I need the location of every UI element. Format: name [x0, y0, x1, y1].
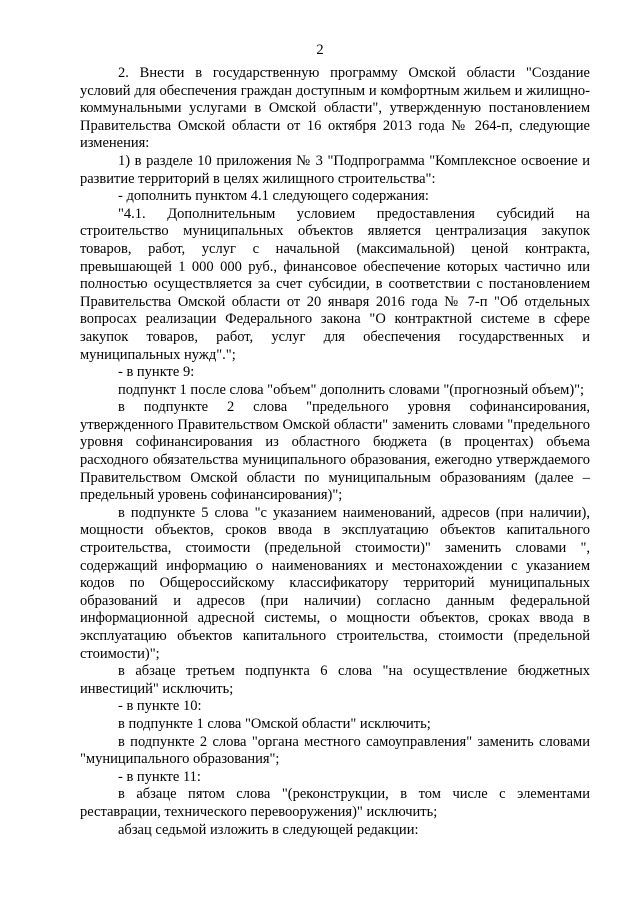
paragraph-in-item-10: - в пункте 10: [118, 698, 202, 715]
paragraph-item-10-subitem-2: в подпункте 2 слова "органа местного самоуправления" заменить словами "муниципального образования"; [80, 733, 590, 768]
paragraph-subitem-5: в подпункте 5 слова "с указанием наименований, адресов (при наличии), мощности объектов, сроков ввода в эксплуатацию объектов капитального строительства, стоимости (предельной стоимости)" заменить словами ", содержащий информацию о наименованиях и местонахождении с указанием кодов по Общероссийскому классификатору территорий муниципальных образований и адресов (при наличии) согласно данным федеральной информационной адресной системы, о мощности объектов, сроках ввода в эксплуатацию объектов капитального строительства, стоимости (предельной стоимости)"; [80, 504, 590, 662]
paragraph-item-10-subitem-1: в подпункте 1 слова "Омской области" исключить; [118, 715, 431, 732]
page-number: 2 [316, 42, 324, 58]
paragraph-section-10: 1) в разделе 10 приложения № 3 "Подпрограмма "Комплексное освоение и развитие территорий в целях жилищного строительства": [80, 152, 590, 187]
paragraph-subitem-1: подпункт 1 после слова "объем" дополнить словами "(прогнозный объем)"; [118, 381, 585, 398]
paragraph-add-item-4-1: - дополнить пунктом 4.1 следующего содержания: [118, 188, 429, 205]
paragraph-item-11-seventh-paragraph: абзац седьмой изложить в следующей редакции: [118, 821, 419, 838]
paragraph-item-4-1-text: "4.1. Дополнительным условием предоставления субсидий на строительство муниципальных объектов является централизация закупок товаров, работ, услуг с начальной (максимальной) ценой контракта, превышающей 1 000 000 руб., финансовое обеспечение которых частично или полностью осуществляется за счет субсидии, в соответствии с постановлением Правительства Омской области от 20 января 2016 года № 7-п "Об отдельных вопросах реализации Федерального закона "О контрактной системе в сфере закупок товаров, работ, услуг для обеспечения государственных и муниципальных нужд"."; [80, 205, 590, 363]
paragraph-subitem-2: в подпункте 2 слова "предельного уровня софинансирования, утвержденного Правительством Омской области" заменить словами "предельного уровня софинансирования из областного бюджета (в процентах) объема расходного обязательства муниципального образования, ежегодно утверждаемого Правительством Омской области по муниципальным образованиям (далее – предельный уровень софинансирования)"; [80, 399, 590, 504]
paragraph-amend-program: 2. Внести в государственную программу Омской области "Создание условий для обеспечения граждан доступным и комфортным жильем и жилищно-коммунальными услугами в Омской области", утвержденную постановлением Правительства Омской области от 16 октября 2013 года № 264-п, следующие изменения: [80, 65, 590, 152]
paragraph-in-item-9: - в пункте 9: [118, 364, 195, 381]
document-body [80, 65, 590, 839]
paragraph-item-11-fifth-paragraph: в абзаце пятом слова "(реконструкции, в том числе с элементами реставрации, технического перевооружения)" исключить; [80, 786, 590, 820]
paragraph-in-item-11: - в пункте 11: [118, 768, 201, 785]
paragraph-subitem-6: в абзаце третьем подпункта 6 слова "на осуществление бюджетных инвестиций" исключить; [80, 663, 590, 697]
